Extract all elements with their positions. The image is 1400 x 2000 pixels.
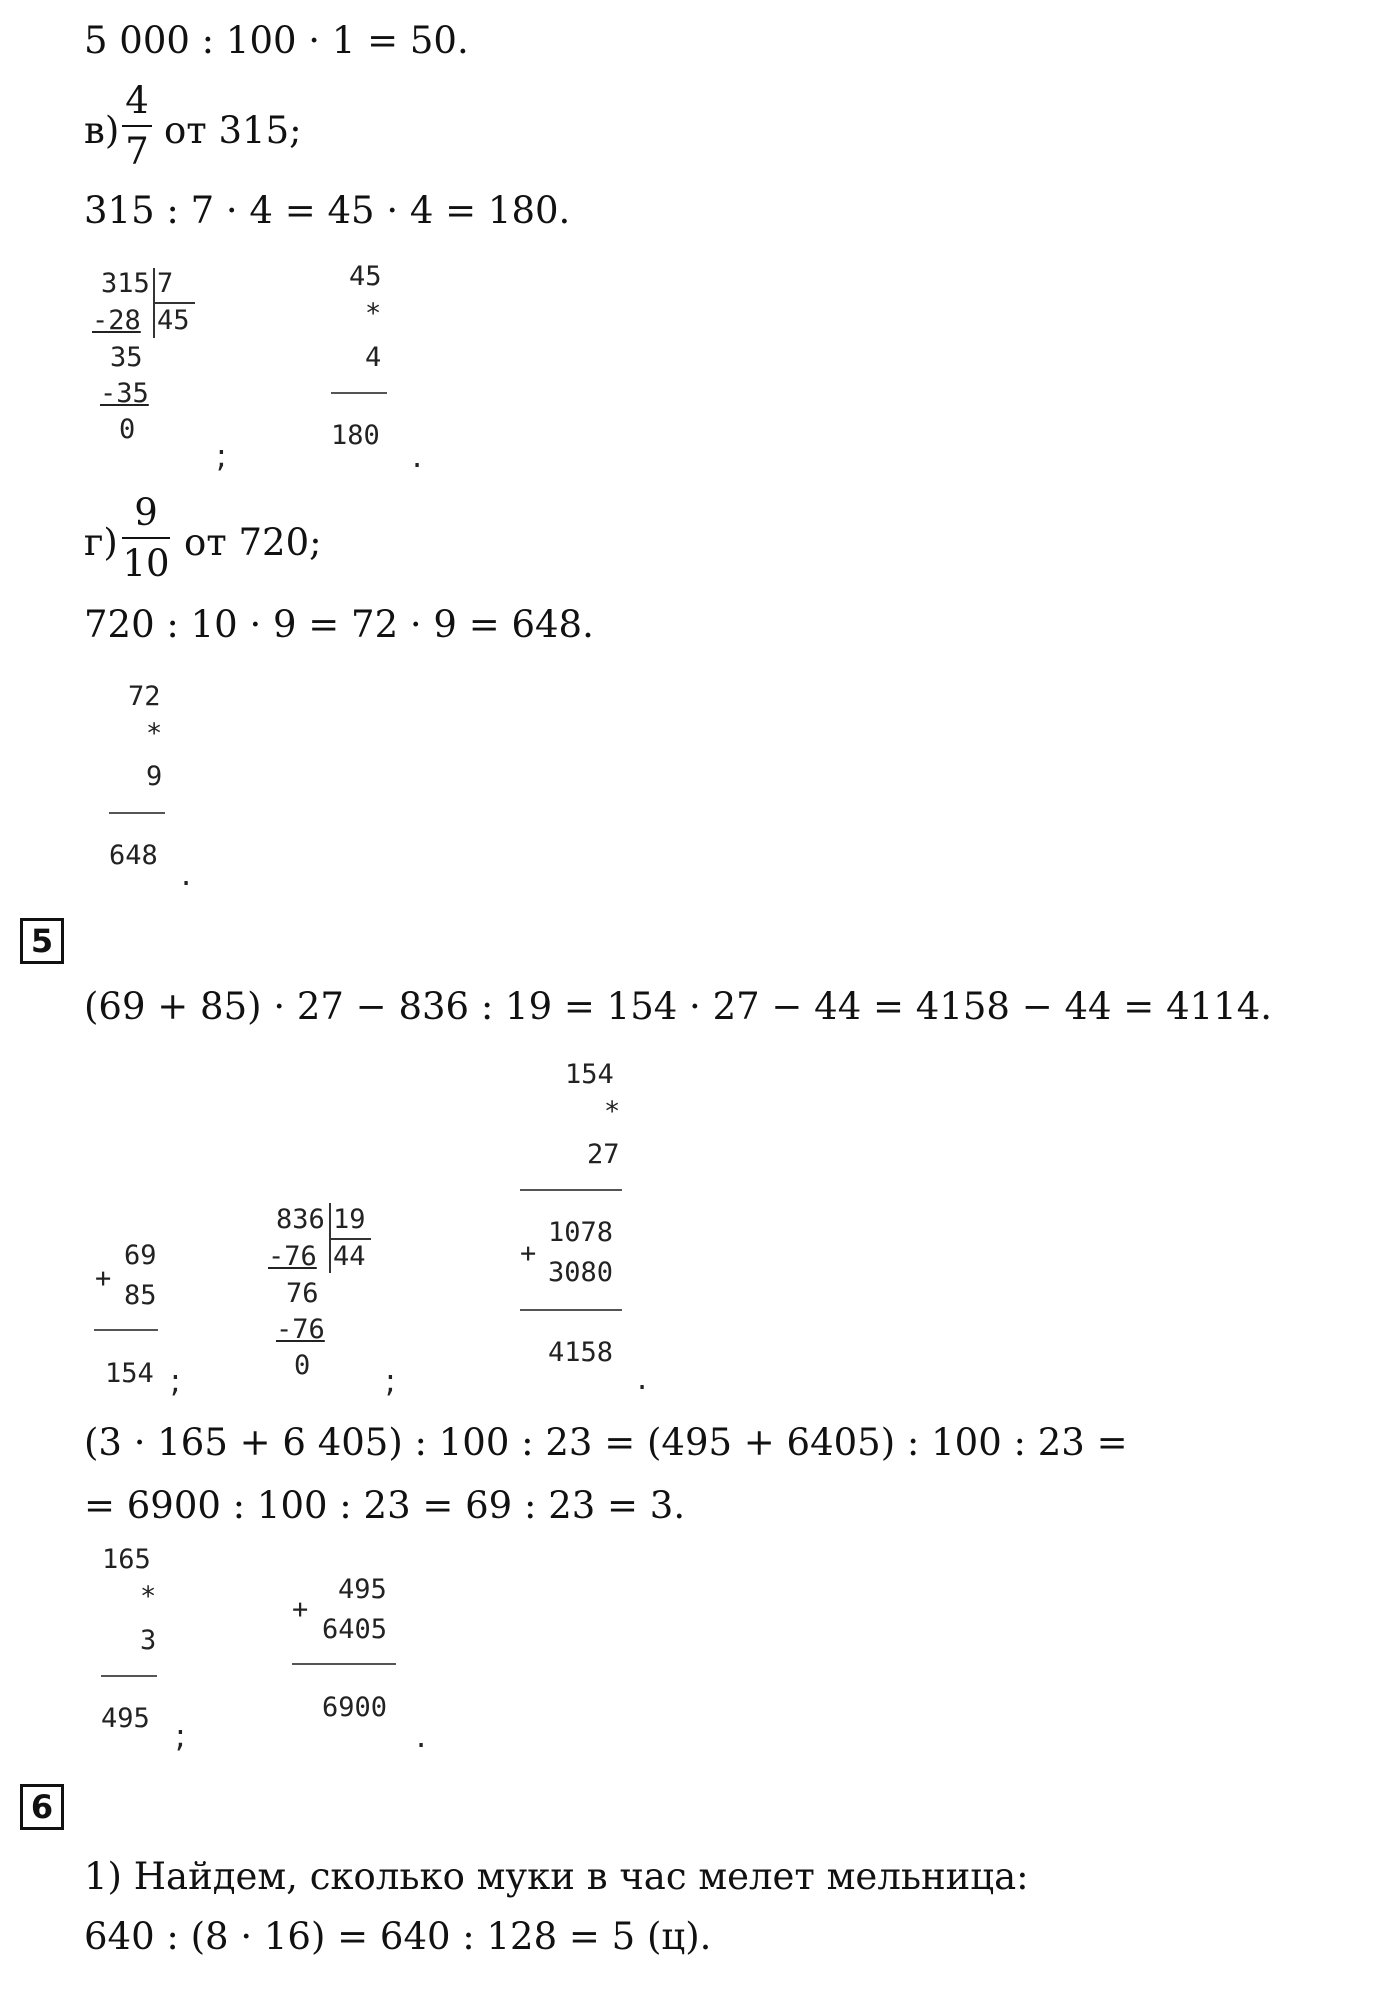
add-term-b: 6405	[322, 1614, 388, 1645]
task-number-5: 5	[20, 918, 64, 964]
fraction-bar	[122, 537, 170, 539]
add-rule	[292, 1663, 396, 1665]
division-subtract-2: -35	[100, 378, 149, 409]
period: .	[181, 855, 192, 893]
mult-result: 648	[109, 840, 158, 871]
division-dividend: 836	[276, 1204, 325, 1235]
division-dividend: 315	[101, 268, 150, 299]
mult-rule	[101, 1675, 157, 1677]
mult-factor-b: 4	[365, 342, 382, 373]
part-g-suffix: от 720;	[184, 521, 322, 564]
mult-result: 495	[101, 1703, 150, 1734]
mult-add-sign: +	[520, 1238, 537, 1269]
fraction-9-10	[122, 491, 170, 585]
mult-factor-a: 72	[128, 681, 161, 712]
add-term-b: 85	[124, 1280, 157, 1311]
division-divisor-bar	[155, 302, 195, 304]
semicolon: ;	[170, 1362, 181, 1400]
part-v-suffix: от 315;	[164, 109, 302, 152]
fraction-denominator: 7	[125, 130, 149, 173]
fraction-denominator: 10	[122, 542, 170, 585]
mult-result: 180	[331, 420, 380, 451]
fraction-4-7	[122, 79, 152, 173]
task5-expression-1: (69 + 85) · 27 − 836 : 19 = 154 · 27 − 44 = 4158 − 44 = 4114.	[84, 985, 1272, 1028]
semicolon: ;	[385, 1362, 396, 1400]
mult-operator: *	[604, 1096, 621, 1127]
mult-partial-2: 3080	[548, 1257, 614, 1288]
period: .	[637, 1359, 648, 1397]
task6-line-1: 1) Найдем, сколько муки в час мелет мельница:	[84, 1855, 1029, 1898]
semicolon: ;	[216, 437, 227, 475]
division-divisor: 7	[157, 268, 174, 299]
period: .	[412, 437, 423, 475]
part-v-expression: 315 : 7 · 4 = 45 · 4 = 180.	[84, 189, 571, 232]
division-remainder-2: 0	[119, 414, 136, 445]
fraction-bar	[122, 125, 152, 127]
mult-rule	[520, 1189, 622, 1191]
division-remainder-1: 35	[110, 342, 143, 373]
task-number-6: 6	[20, 1784, 64, 1830]
fraction-numerator: 4	[125, 79, 149, 122]
mult-rule	[331, 392, 387, 394]
mult-operator: *	[365, 298, 382, 329]
mult-rule-2	[520, 1309, 622, 1311]
mult-factor-a: 45	[349, 261, 382, 292]
semicolon: ;	[175, 1717, 186, 1755]
mult-factor-b: 9	[146, 761, 163, 792]
add-result: 154	[105, 1358, 154, 1389]
add-sign: +	[292, 1594, 309, 1625]
division-subtract-2: -76	[276, 1314, 325, 1345]
task5-expression-2a: (3 · 165 + 6 405) : 100 : 23 = (495 + 6405) : 100 : 23 =	[84, 1421, 1128, 1464]
mult-factor-b: 3	[140, 1625, 157, 1656]
add-result: 6900	[322, 1692, 388, 1723]
part-g-expression: 720 : 10 · 9 = 72 · 9 = 648.	[84, 603, 594, 646]
mult-factor-a: 165	[102, 1544, 151, 1575]
add-sign: +	[95, 1263, 112, 1294]
expression-line: 5 000 : 100 · 1 = 50.	[84, 19, 469, 62]
mult-rule	[109, 812, 165, 814]
task5-expression-2b: = 6900 : 100 : 23 = 69 : 23 = 3.	[84, 1484, 686, 1527]
division-quotient: 45	[157, 305, 190, 336]
mult-partial-1: 1078	[548, 1217, 614, 1248]
task6-line-2: 640 : (8 · 16) = 640 : 128 = 5 (ц).	[84, 1915, 712, 1958]
mult-result: 4158	[548, 1337, 614, 1368]
division-remainder-1: 76	[286, 1278, 319, 1309]
division-divisor: 19	[333, 1204, 366, 1235]
division-divisor-bar	[331, 1238, 371, 1240]
division-quotient: 44	[333, 1241, 366, 1272]
part-g-label: г)	[84, 521, 118, 564]
part-v-label: в)	[84, 109, 120, 152]
period: .	[416, 1717, 427, 1755]
division-subtract-1: -28	[92, 305, 141, 336]
division-remainder-2: 0	[294, 1350, 311, 1381]
add-rule	[94, 1329, 158, 1331]
mult-operator: *	[140, 1581, 157, 1612]
add-term-a: 69	[124, 1240, 157, 1271]
mult-factor-b: 27	[587, 1139, 620, 1170]
mult-factor-a: 154	[565, 1059, 614, 1090]
add-term-a: 495	[338, 1574, 387, 1605]
mult-operator: *	[146, 718, 163, 749]
division-subtract-1: -76	[268, 1241, 317, 1272]
fraction-numerator: 9	[134, 491, 158, 534]
